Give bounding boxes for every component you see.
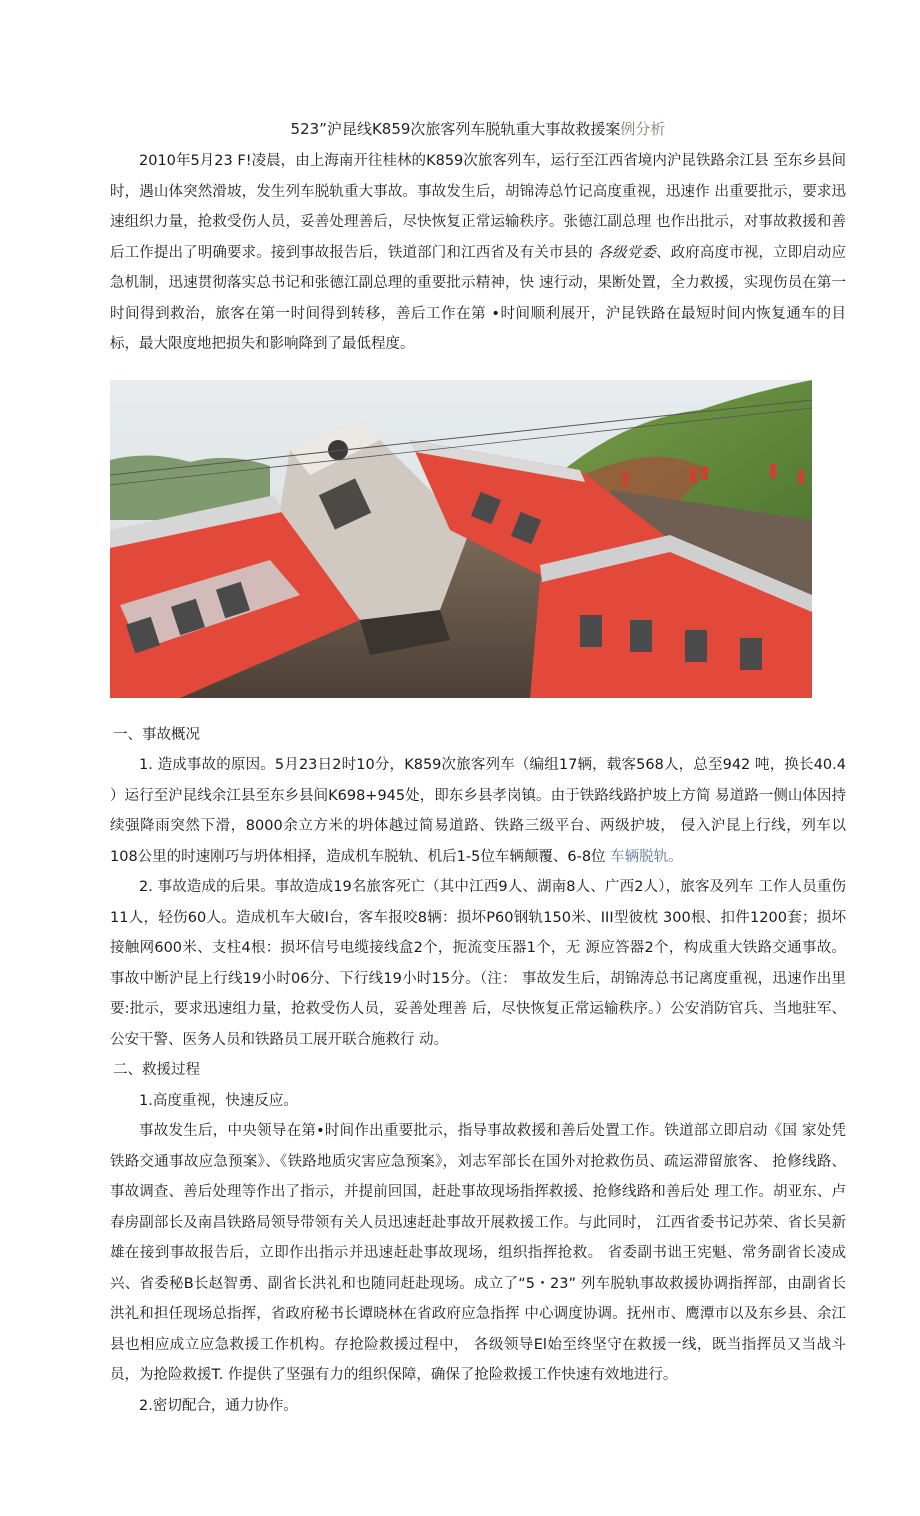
document-page: [110, 118, 846, 1421]
intro-text: 2010年5月23 F!凌晨，由上海南开往桂林的K859次旅客列车，运行至江西省境内沪昆铁路余江县 至东乡县间时，遇山体突然滑坡，发生列车脱轨重大事故。事故发生后，胡锦涛总竹记高度重视，迅速作 出重要批示，要求迅速组织力量，抢救受伤人员，妥善处理善后，尽快恢复正常运输秩序。张德江副总理 也作出批示，对事故救援和善后工作提出了明确要求。接到事故报告后，铁道部门和江西省及有关市县的: [110, 153, 846, 261]
derailment-photo: [110, 380, 812, 698]
section-2-heading: 二、救援过程: [113, 1062, 200, 1078]
section-1-paragraph-2: 2. 事故造成的后果。事故造成19名旅客死亡（其中江西9人、湖南8人、广西2人），旅客及列车 工作人员重伤11人，轻伤60人。造成机车大破I台，客车报咬8辆：损坏P60钢轨150米、III型彼枕 300根、扣件1200套；损坏接触网600米、支柱4根：损坏信号电缆接线盒2个，扼流变压器1个，无 源应答器2个，构成重大铁路交通事故。事故中断沪昆上行线19小时06分、下行线19小时15分。（注： 事故发生后，胡锦涛总书记离度重视，迅速作出里要:批示，要求迅速组力量，抢救受伤人员，妥善处理善 后，尽快恢复正常运输秩序。）公安消防官兵、当地驻军、公安干警、医务人员和铁路员工展开联合施救行 动。: [110, 879, 846, 1048]
section-2-paragraph-1: 事故发生后，中央领导在第•时间作出重要批示，指导事故救援和善后处置工作。铁道部立即启动《国 家处凭铁路交通事故应急预案》、《铁路地质灾害应急预案》，刘志军部长在国外对抢救伤员、疏运滞留旅客、 抢修线路、事故调查、善后处理等作出了指示，并提前回国，赶赴事故现场指挥救援、抢修线路和善后处 理工作。胡亚东、卢春房副部长及南昌铁路局领导带领有关人员迅速赶赴事故开展救援工作。与此同时， 江西省委书记苏荣、省长吴新雄在接到事故报告后，立即作出指示并迅速赶赴事故现场，组织指挥抢救。 省委副书诎王宪魁、常务副省长凌成兴、省委秘B长赵智勇、副省长洪礼和也随同赶赴现场。成立了“5・23” 列车脱轨事故救援协调指挥部，由副省长洪礼和担任现场总指挥，省政府秘书长谭晓林在省政府应急指挥 中心调度协调。抚州市、鹰潭市以及东乡县、余江县也相应成立应急救援工作机构。存抢险救援过程中， 各级领导El始至终坚守在救援一线，既当指挥员又当战斗员，为抢险救援T. 作提供了坚强有力的组织保障，确保了抢险救援工作快速有效地进行。: [110, 1123, 846, 1383]
intro-rest: 、政府高度市视，立即启动应急机制，迅速贯彻落实总书记和张德江副总理的重要批示精神，快 速行动，果断处置，全力救援，实现伤员在第一时间得到救治，旅客在第一时间得到转移，善后工作在第 •时间顺利展开，沪昆铁路在最短时间内恢复通车的目标，最大限度地把损失和影响降到了最低程度。: [110, 244, 847, 352]
section-2-subheading-2: 2.密切配合，通力协作。: [139, 1397, 298, 1414]
intro-emphasis: 各级党委: [592, 244, 656, 261]
section-1-paragraph-1: [110, 750, 846, 872]
document-title: [110, 118, 846, 140]
title-main: 523”沪昆线K859次旅客列车脱轨重大事故救援案: [290, 120, 621, 138]
title-tail: 例分析: [620, 120, 666, 138]
section-1-heading: 一、事故概况: [113, 726, 200, 743]
spacer: [110, 698, 846, 720]
intro-paragraph: [110, 146, 846, 360]
section-2-subheading-1: 1.高度重视，快速反应。: [139, 1092, 298, 1109]
s1-p1-tail: 车辆脱轨。: [610, 848, 683, 865]
s1-p1-text: 1. 造成事故的原因。5月23日2时10分，K859次旅客列车（编组17辆，载客568人，总至942 吨，换长40.4 ）运行至沪昆线余江县至东乡县间K698+945处，即东乡县孝岗镇。由于铁路线路护坡上方简 易道路一侧山体因持续强降雨突然下滑，8000余立方米的坍体越过简易道路、铁路三级平台、两级护坡， 侵入沪昆上行线，列车以108公里的时速刚巧与坍体相择，造成机车脱轨、机后1-5位车辆颠覆、6-8位: [110, 757, 846, 865]
